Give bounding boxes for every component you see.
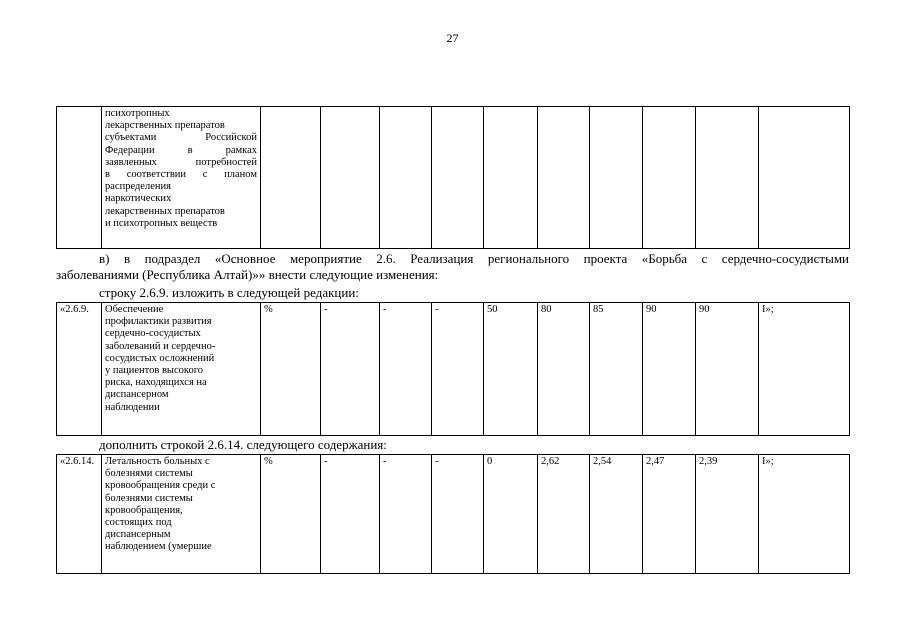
text-line: заболеваний и сердечно-	[105, 340, 216, 352]
text-line: наблюдении	[105, 401, 160, 413]
text-line: Обеспечение	[105, 304, 164, 315]
text-line: сосудистых осложнений	[105, 352, 215, 364]
text-line: распределения	[105, 181, 171, 193]
text-line: наблюдением (умершие	[105, 541, 212, 553]
text-line: Федерации в рамках	[105, 144, 257, 156]
value-cell: 80	[538, 303, 590, 436]
table-row	[57, 107, 850, 249]
table-cell	[538, 107, 590, 249]
text-line: диспансерным	[105, 529, 171, 541]
text-line: Летальность больных с	[105, 456, 210, 467]
table-cell	[432, 107, 484, 249]
text-line: психотропных	[105, 108, 170, 119]
paragraph-subsection-changes: заболеваниями (Республика Алтай)»» внести следующие изменения:	[56, 267, 439, 282]
text-line: болезнями системы	[105, 468, 193, 480]
indicator-description	[102, 455, 261, 574]
table-row-2-6-14	[56, 454, 850, 574]
text-line: кровообращения среди с	[105, 480, 216, 492]
table-cell	[696, 107, 759, 249]
text-line: болезнями системы	[105, 492, 193, 504]
unit-cell: %	[261, 303, 321, 436]
text-line: в соответствии с планом	[105, 169, 257, 181]
table-cell	[759, 107, 850, 249]
value-cell: 85	[590, 303, 643, 436]
page-number: 27	[446, 31, 459, 45]
value-cell: -	[321, 455, 380, 574]
text-line: и психотропных веществ	[105, 217, 218, 229]
text-line: кровообращения,	[105, 504, 183, 516]
text-line: лекарственных препаратов	[105, 205, 225, 217]
row-end-cell: I»;	[759, 455, 850, 574]
table-row-2-6-9	[56, 302, 850, 436]
table-cell	[321, 107, 380, 249]
value-cell: 50	[484, 303, 538, 436]
table-cell-num	[57, 107, 102, 249]
text-line: состоящих под	[105, 517, 172, 529]
table-cell	[590, 107, 643, 249]
table-row	[57, 455, 850, 574]
value-cell: 2,62	[538, 455, 590, 574]
value-cell: 2,47	[643, 455, 696, 574]
row-number: «2.6.9.	[57, 303, 102, 436]
table-cell	[261, 107, 321, 249]
row-number: «2.6.14.	[57, 455, 102, 574]
value-cell: -	[321, 303, 380, 436]
text-line: заявленных потребностей	[105, 156, 257, 168]
table-cell-description	[102, 107, 261, 249]
table-top	[56, 106, 850, 249]
value-cell: 90	[643, 303, 696, 436]
value-cell: -	[380, 303, 432, 436]
text-line: лекарственных препаратов	[105, 120, 225, 132]
text-line: профилактики развития	[105, 316, 212, 328]
table-cell	[484, 107, 538, 249]
text-line: наркотических	[105, 193, 172, 205]
paragraph-subsection-intro: в) в подраздел «Основное мероприятие 2.6. Реализация регионального проекта «Борьба с сердечно-сосудистыми	[99, 251, 849, 266]
text-line: у пациентов высокого	[105, 365, 203, 377]
text-line: субъектами Российской	[105, 132, 257, 144]
table-row	[57, 303, 850, 436]
unit-cell: %	[261, 455, 321, 574]
value-cell: 90	[696, 303, 759, 436]
value-cell: -	[380, 455, 432, 574]
text-line: риска, находящихся на	[105, 377, 207, 389]
value-cell: 2,54	[590, 455, 643, 574]
table-cell	[380, 107, 432, 249]
paragraph-row-269-heading: строку 2.6.9. изложить в следующей редакции:	[99, 285, 359, 300]
text-line: диспансерном	[105, 389, 169, 401]
value-cell: 2,39	[696, 455, 759, 574]
value-cell: -	[432, 303, 484, 436]
value-cell: 0	[484, 455, 538, 574]
paragraph-row-2614-heading: дополнить строкой 2.6.14. следующего содержания:	[99, 437, 387, 452]
table-cell	[643, 107, 696, 249]
row-end-cell: I»;	[759, 303, 850, 436]
value-cell: -	[432, 455, 484, 574]
indicator-description	[102, 303, 261, 436]
text-line: сердечно-сосудистых	[105, 328, 201, 340]
